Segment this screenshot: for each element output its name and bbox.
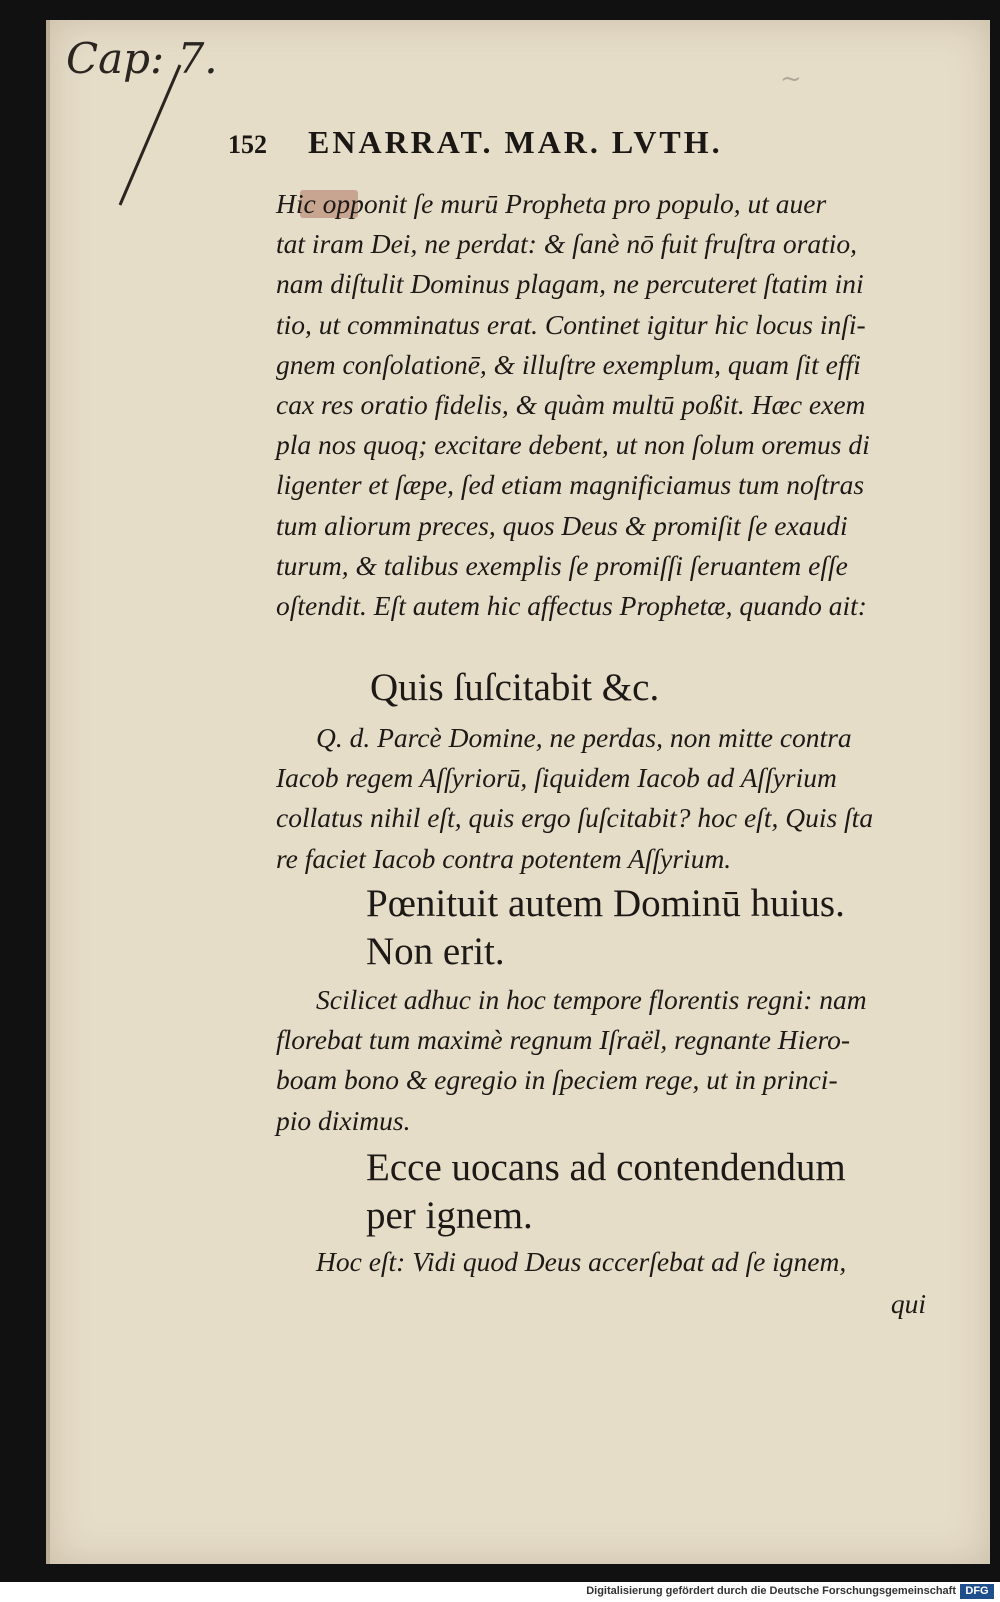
lemma-line: Ecce uocans ad contendendum <box>366 1146 846 1189</box>
paragraph-1 <box>276 184 926 626</box>
text-line: pla nos quoq; excitare debent, ut non ſolum oremus di <box>276 429 870 461</box>
text-line: Hoc eſt: Vidi quod Deus accerſebat ad ſe ignem, <box>316 1246 847 1277</box>
lemma-3 <box>366 1144 846 1240</box>
text-line: Iacob regem Aſſyriorū, ſiquidem Iacob ad Aſſyrium <box>276 762 837 794</box>
paragraph-3 <box>276 980 926 1141</box>
text-line: cax res oratio fidelis, & quàm multū poßit. Hæc exem <box>276 389 866 421</box>
running-title: ENARRAT. MAR. LVTH. <box>308 124 723 160</box>
catchword-text: qui <box>890 1288 926 1319</box>
lemma-line: Non erit. <box>366 930 505 973</box>
text-line: tat iram Dei, ne perdat: & ſanè nō fuit fruſtra oratio, <box>276 228 858 260</box>
text-line: nam diſtulit Dominus plagam, ne percuteret ſtatim ini <box>276 268 864 300</box>
lemma-line: Pœnituit autem Dominū huius. <box>366 882 845 925</box>
lemma-line: Quis ſuſcitabit &c. <box>370 666 660 709</box>
text-line: boam bono & egregio in ſpeciem rege, ut in princi- <box>276 1064 838 1096</box>
text-line: Q. d. Parcè Domine, ne perdas, non mitte contra <box>316 722 852 753</box>
text-line: florebat tum maximè regnum Iſraël, regnante Hiero- <box>276 1024 851 1056</box>
text-line: turum, & talibus exemplis ſe promiſſi ſeruantem eſſe <box>276 549 848 581</box>
text-line: tum aliorum preces, quos Deus & promiſit ſe exaudi <box>276 509 848 541</box>
paragraph-2 <box>276 718 926 879</box>
lemma-1 <box>370 664 659 712</box>
paragraph-4 <box>276 1242 926 1282</box>
dfg-logo: DFG <box>960 1584 994 1599</box>
text-line: ligenter et ſæpe, ſed etiam magnificiamus tum noſtras <box>276 469 865 501</box>
lemma-line: per ignem. <box>366 1194 533 1237</box>
digitization-footer <box>0 1582 1000 1602</box>
text-line: gnem conſolationē, & illuſtre exemplum, quam ſit effi <box>276 348 861 380</box>
handwritten-stroke <box>110 60 190 210</box>
text-line: re faciet Iacob contra potentem Aſſyrium. <box>276 842 732 874</box>
text-line: Scilicet adhuc in hoc tempore florentis regni: nam <box>316 984 867 1015</box>
page-number: 152 <box>228 130 267 159</box>
faint-marginal-note: ~ <box>780 64 802 94</box>
handwritten-marginal-note: Cap: 7. <box>66 34 218 83</box>
lemma-2 <box>366 880 845 976</box>
text-line: pio diximus. <box>276 1104 411 1136</box>
catchword <box>276 1284 926 1324</box>
text-line: tio, ut comminatus erat. Continet igitur hic locus inſi- <box>276 308 866 340</box>
text-line: collatus nihil eſt, quis ergo ſuſcitabit? hoc eſt, Quis ſta <box>276 802 874 834</box>
text-line: oſtendit. Eſt autem hic affectus Prophetæ, quando ait: <box>276 590 867 622</box>
page-header <box>228 124 928 168</box>
footer-credit: Digitalisierung gefördert durch die Deutsche Forschungsgemeinschaft <box>586 1585 956 1597</box>
text-line: Hic opponit ſe murū Propheta pro populo, ut auer <box>276 188 827 219</box>
